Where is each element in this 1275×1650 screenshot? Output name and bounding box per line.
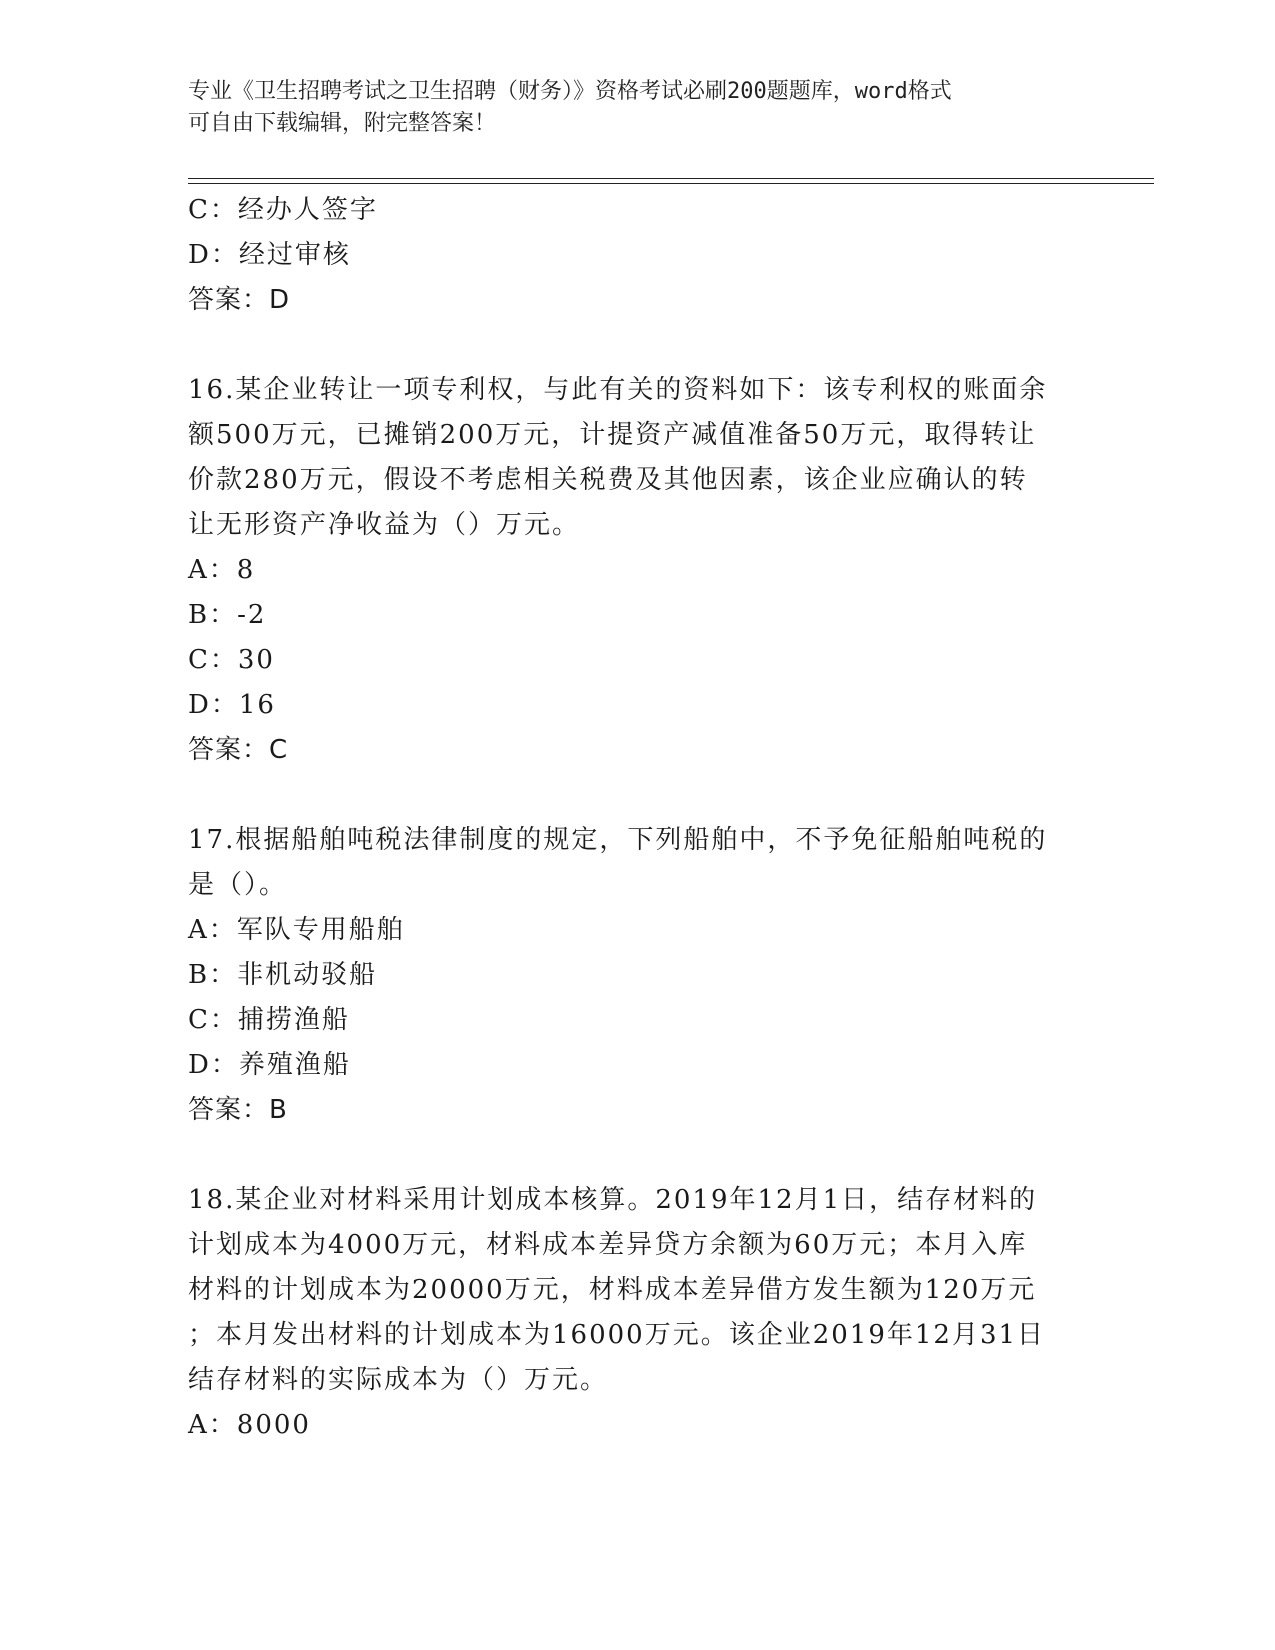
- option-c: C：30: [188, 645, 275, 675]
- option-b: B：-2: [188, 600, 267, 630]
- option-d: D：养殖渔船: [188, 1050, 351, 1080]
- answer-label: 答案：D: [188, 285, 291, 315]
- question-18: [188, 1178, 1088, 1448]
- option-c: C：捕捞渔船: [188, 1005, 350, 1035]
- header-title-line-1: 专业《卫生招聘考试之卫生招聘（财务）》资格考试必刷200题题库，word格式: [188, 79, 952, 104]
- option-b: B：非机动驳船: [188, 960, 378, 990]
- answer-label: 答案：C: [188, 735, 289, 765]
- question-text-line: 是（）。: [188, 870, 288, 900]
- question-text-line: ；本月发出材料的计划成本为16000万元。该企业2019年12月31日: [188, 1320, 1046, 1350]
- option-c: C：经办人签字: [188, 195, 378, 225]
- question-text-line: 结存材料的实际成本为（）万元。: [188, 1365, 609, 1395]
- question-17: [188, 818, 1088, 1133]
- question-15-tail: [188, 188, 1088, 323]
- option-a: A：军队专用船舶: [188, 915, 405, 945]
- question-text-line: 让无形资产净收益为（）万元。: [188, 510, 581, 540]
- question-text-line: 计划成本为4000万元，材料成本差异贷方余额为60万元；本月入库: [188, 1230, 1028, 1260]
- answer-label: 答案：B: [188, 1095, 288, 1125]
- option-a: A：8: [188, 555, 256, 585]
- question-text-line: 17.根据船舶吨税法律制度的规定，下列船舶中，不予免征船舶吨税的: [188, 825, 1048, 855]
- question-text-line: 18.某企业对材料采用计划成本核算。2019年12月1日，结存材料的: [188, 1185, 1038, 1215]
- header-divider-top: [188, 178, 1154, 179]
- question-16: [188, 368, 1088, 773]
- question-text-line: 16.某企业转让一项专利权，与此有关的资料如下：该专利权的账面余: [188, 375, 1048, 405]
- document-header: [188, 76, 1068, 140]
- question-text-line: 材料的计划成本为20000万元，材料成本差异借方发生额为120万元: [188, 1275, 1037, 1305]
- option-a: A：8000: [188, 1410, 311, 1440]
- question-content: [188, 188, 1088, 1448]
- question-text-line: 额500万元，已摊销200万元，计提资产减值准备50万元，取得转让: [188, 420, 1037, 450]
- option-d: D：经过审核: [188, 240, 351, 270]
- header-divider-bottom: [188, 183, 1154, 184]
- header-title-line-2: 可自由下载编辑，附完整答案！: [188, 111, 497, 136]
- option-d: D：16: [188, 690, 276, 720]
- question-text-line: 价款280万元，假设不考虑相关税费及其他因素，该企业应确认的转: [188, 465, 1028, 495]
